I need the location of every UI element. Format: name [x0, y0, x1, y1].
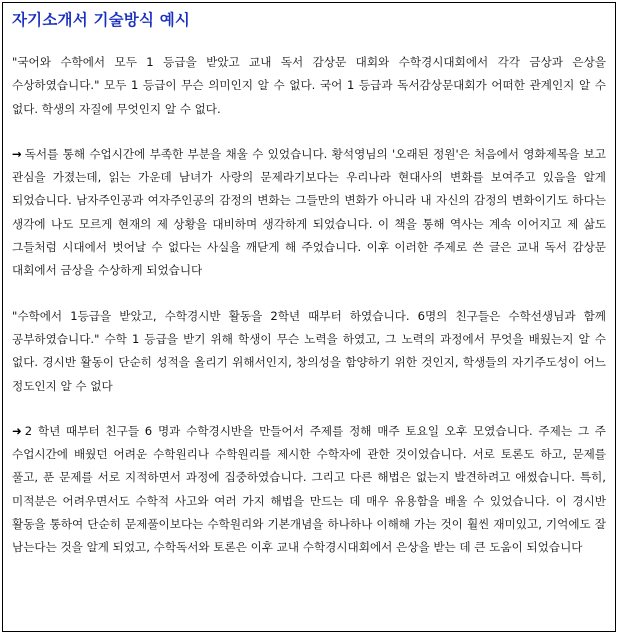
paragraph-text: "국어와 수학에서 모두 1 등급을 받았고 교내 독서 감상문 대회와 수학경시대회에서 각각 금상과 은상을 수상하였습니다." 모두 1 등급이 무슨 의미인지 알 수 없다. 국어 1 등급과 독서감상문대회가 어떠한 관계인지 알 수 없다. 학생의 자질에 무엇인지 알 수 없다. — [12, 55, 606, 116]
right-arrow-icon: → — [12, 146, 22, 161]
paragraph-text: 독서를 통해 수업시간에 부족한 부분을 채울 수 있었습니다. 황석영님의 '오래된 정원'은 처음에서 영화제목을 보고 관심을 가졌는데, 읽는 가운데 남녀가 사랑의 문제라기보다는 우리나라 현대사의 변화를 보여주고 있음을 알게 되었습니다. 남자주인공과 여자주인공의 감정의 변화는 그들만의 변화가 아니라 내 자신의 감정의 변화이기도 하다는 생각에 나도 모르게 현재의 제 상황을 대비하며 생각하게 되었습니다. 이 책을 통해 역사는 계속 이어지고 제 삶도 그들처럼 시대에서 벗어날 수 없다는 사실을 깨닫게 해 주었습니다. 이후 이러한 주제로 쓴 글은 교내 독서 감상문 대회에서 금상을 수상하게 되었습니다 — [12, 146, 606, 278]
paragraph-text: "수학에서 1등급을 받았고, 수학경시반 활동을 2학년 때부터 하였습니다. 6명의 친구들은 수학선생님과 함께 공부하였습니다." 수학 1 등급을 받기 위해 학생이 무슨 노력을 하였고, 그 노력의 과정에서 무엇을 배웠는지 알 수 없다. 경시반 활동이 단순히 성적을 올리기 위해서인지, 창의성을 함양하기 위한 것인지, 학생들의 자기주도성이 어느 정도인지 알 수 없다 — [12, 308, 606, 393]
paragraph-gap — [12, 398, 606, 420]
paragraph-improved-1 — [12, 143, 606, 283]
paragraph-gap — [12, 121, 606, 143]
paragraph-example-2 — [12, 305, 606, 398]
document-frame — [2, 2, 616, 632]
heavy-right-arrow-icon: ➜ — [12, 423, 22, 438]
paragraph-improved-2 — [12, 420, 606, 560]
paragraph-example-1 — [12, 51, 606, 121]
paragraph-gap — [12, 283, 606, 305]
document-title: 자기소개서 기술방식 예시 — [12, 11, 191, 29]
paragraph-text: 2 학년 때부터 친구들 6 명과 수학경시반을 만들어서 주제를 정해 매주 토요일 오후 모였습니다. 주제는 그 주 수업시간에 배웠던 어려운 수학원리나 수학원리를 제시한 수학자에 관한 것이었습니다. 서로 토론도 하고, 문제를 풀고, 푼 문제를 서로 지적하면서 과정에 집중하였습니다. 그리고 다른 해법은 없는지 발견하려고 애썼습니다. 특히, 미적분은 어려우면서도 수학적 사고와 여러 가지 해법을 만드는 데 매우 유용함을 배울 수 있었습니다. 이 경시반 활동을 통하여 단순히 문제풀이보다는 수학원리와 기본개념을 하나하나 이해해 가는 것이 훨씬 재미있고, 기억에도 잘 남는다는 것을 알게 되었고, 수학독서와 토론은 이후 교내 수학경시대회에서 은상을 받는 데 큰 도움이 되었습니다 — [12, 423, 606, 555]
